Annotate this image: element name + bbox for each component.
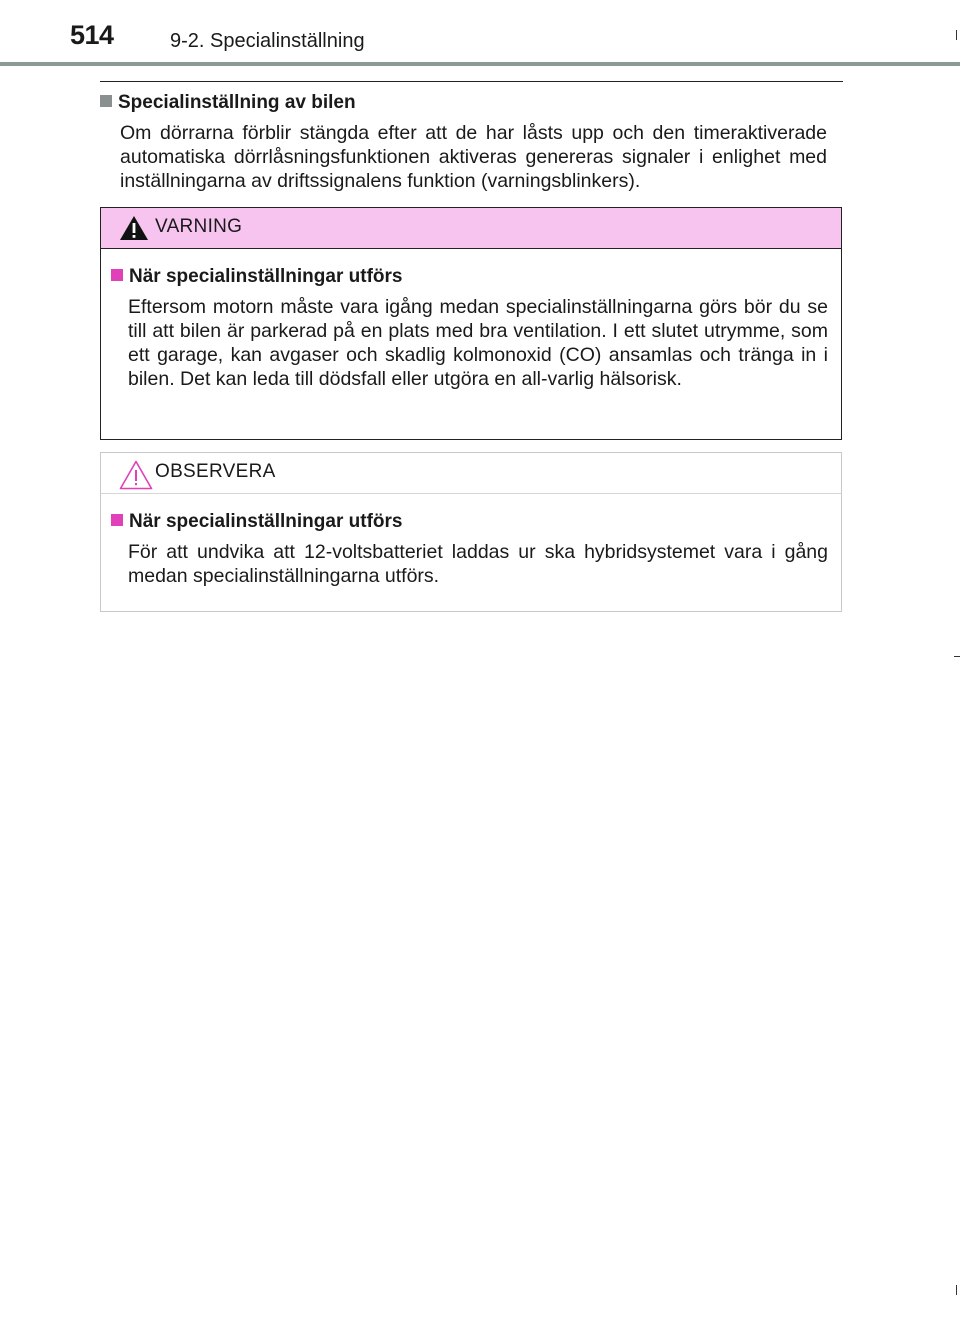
crop-mark [954, 656, 960, 657]
square-bullet-icon [111, 269, 123, 281]
warning-triangle-filled-icon [119, 215, 149, 241]
warning-header [101, 208, 841, 249]
notice-sub-heading [111, 511, 402, 533]
square-bullet-icon [111, 514, 123, 526]
warning-box [100, 207, 842, 440]
warning-triangle-outline-icon [119, 460, 153, 490]
crop-mark [956, 30, 957, 40]
notice-sub-heading-text: När specialinställningar utförs [129, 511, 403, 532]
notice-box [100, 452, 842, 612]
square-bullet-icon [100, 95, 112, 107]
warning-label: VARNING [155, 216, 243, 237]
notice-paragraph: För att undvika att 12-voltsbatteriet laddas ur ska hybridsystemet vara i gång medan specialinställningarna utförs. [128, 541, 828, 587]
warning-sub-heading [111, 266, 402, 288]
intro-paragraph: Om dörrarna förblir stängda efter att de har låsts upp och den timeraktiverade automatiska dörrlåsningsfunktionen aktiveras genereras signaler i enlighet med inställningarna av driftssignalens funktion (varningsblinkers). [120, 122, 827, 192]
warning-sub-heading-text: När specialinställningar utförs [129, 266, 403, 287]
crop-mark [956, 1285, 957, 1295]
notice-header [101, 453, 841, 494]
header-rule [0, 62, 960, 66]
notice-label: OBSERVERA [155, 461, 276, 482]
section-title: 9-2. Specialinställning [170, 30, 365, 52]
sub-heading [100, 92, 356, 114]
sub-heading-text: Specialinställning av bilen [118, 92, 356, 113]
top-rule [100, 81, 843, 82]
page-number: 514 [70, 20, 114, 50]
warning-paragraph: Eftersom motorn måste vara igång medan specialinställningarna görs bör du se till att bilen är parkerad på en plats med bra ventilation. I ett slutet utrymme, som ett garage, kan avgaser och skadlig kolmonoxid (CO) ansamlas och tränga in i bilen. Det kan leda till dödsfall eller utgöra en all-varlig hälsorisk. [128, 296, 828, 390]
